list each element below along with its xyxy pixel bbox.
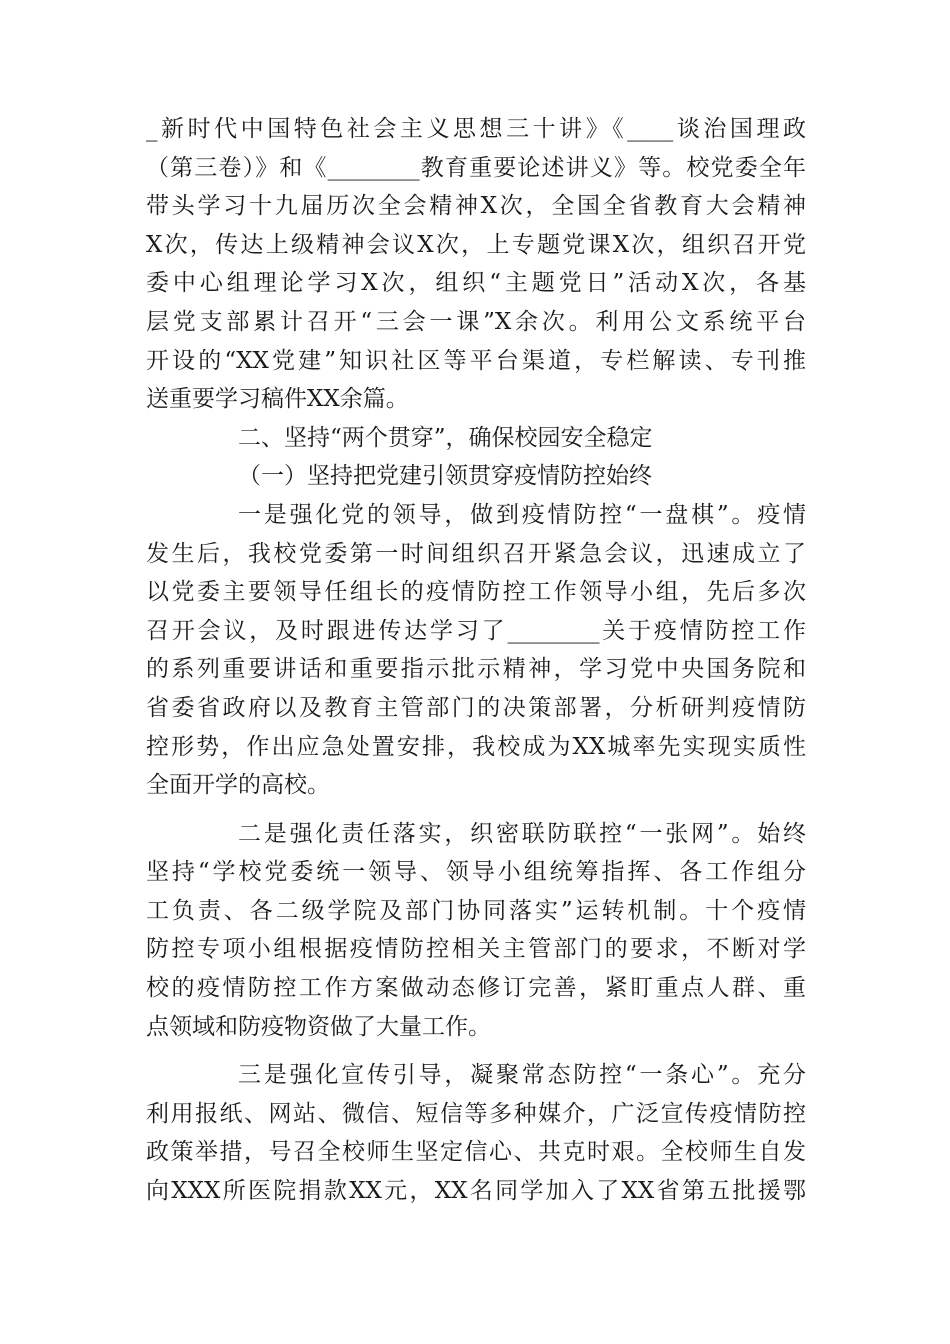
text-line: （第三卷）》和《________教育重要论述讲义》等。校党委全年 (146, 154, 806, 181)
paragraph-spacer (146, 1046, 806, 1056)
text-line: 二是强化责任落实，织密联防联控“一张网”。始终 (238, 820, 806, 847)
text-line: X次，传达上级精神会议X次，上专题党课X次，组织召开党 (146, 231, 806, 258)
text-line: 防控专项小组根据疫情防控相关主管部门的要求，不断对学 (146, 936, 806, 963)
text-line: 层党支部累计召开“三会一课”X余次。利用公文系统平台 (146, 308, 806, 335)
text-line: 控形势，作出应急处置安排，我校成为XX城率先实现实质性 (146, 733, 806, 760)
text-line: 校的疫情防控工作方案做动态修订完善，紧盯重点人群、重 (146, 975, 806, 1002)
text-line: _新时代中国特色社会主义思想三十讲》《____谈治国理政 (146, 116, 806, 142)
text-line: 召开会议，及时跟进传达学习了________关于疫情防控工作 (146, 617, 806, 644)
document-body (146, 110, 806, 1211)
text-line: 带头学习十九届历次全会精神X次，全国全省教育大会精神 (146, 193, 806, 220)
text-line: 省委省政府以及教育主管部门的决策部署，分析研判疫情防 (146, 694, 806, 721)
paragraph-spacer (146, 805, 806, 815)
paragraph-responsibility (146, 815, 806, 1047)
paragraph-leadership (146, 496, 806, 805)
text-line: 发生后，我校党委第一时间组织召开紧急会议，迅速成立了 (146, 540, 806, 567)
text-line: 三是强化宣传引导，凝聚常态防控“一条心”。充分 (238, 1062, 806, 1089)
text-line: 工负责、各二级学院及部门协同落实”运转机制。十个疫情 (146, 897, 806, 924)
text-line: 坚持“学校党委统一领导、领导小组统筹指挥、各工作组分 (146, 859, 806, 886)
text-line: 委中心组理论学习X次，组织“主题党日”活动X次，各基 (146, 270, 806, 297)
text-line: 全面开学的高校。 (146, 772, 330, 799)
text-line: 点领域和防疫物资做了大量工作。 (146, 1013, 491, 1040)
subsection-heading: （一）坚持把党建引领贯穿疫情防控始终 (238, 463, 652, 490)
text-line: 一是强化党的领导，做到疫情防控“一盘棋”。疫情 (238, 501, 806, 528)
text-line: 开设的“XX党建”知识社区等平台渠道，专栏解读、专刊推 (146, 347, 806, 374)
paragraph-study-summary (146, 110, 806, 419)
paragraph-publicity (146, 1056, 806, 1210)
text-line: 的系列重要讲话和重要指示批示精神，学习党中央国务院和 (146, 656, 806, 683)
text-line: 以党委主要领导任组长的疫情防控工作领导小组，先后多次 (146, 579, 806, 606)
section-heading: 二、坚持“两个贯穿”，确保校园安全稳定 (238, 424, 653, 451)
text-line: 政策举措，号召全校师生坚定信心、共克时艰。全校师生自发 (146, 1139, 806, 1166)
text-line: 送重要学习稿件XX余篇。 (146, 386, 409, 413)
text-line: 利用报纸、网站、微信、短信等多种媒介，广泛宣传疫情防控 (146, 1100, 806, 1127)
text-line: 向XXX所医院捐款XX元，XX名同学加入了XX省第五批援鄂 (146, 1178, 806, 1205)
